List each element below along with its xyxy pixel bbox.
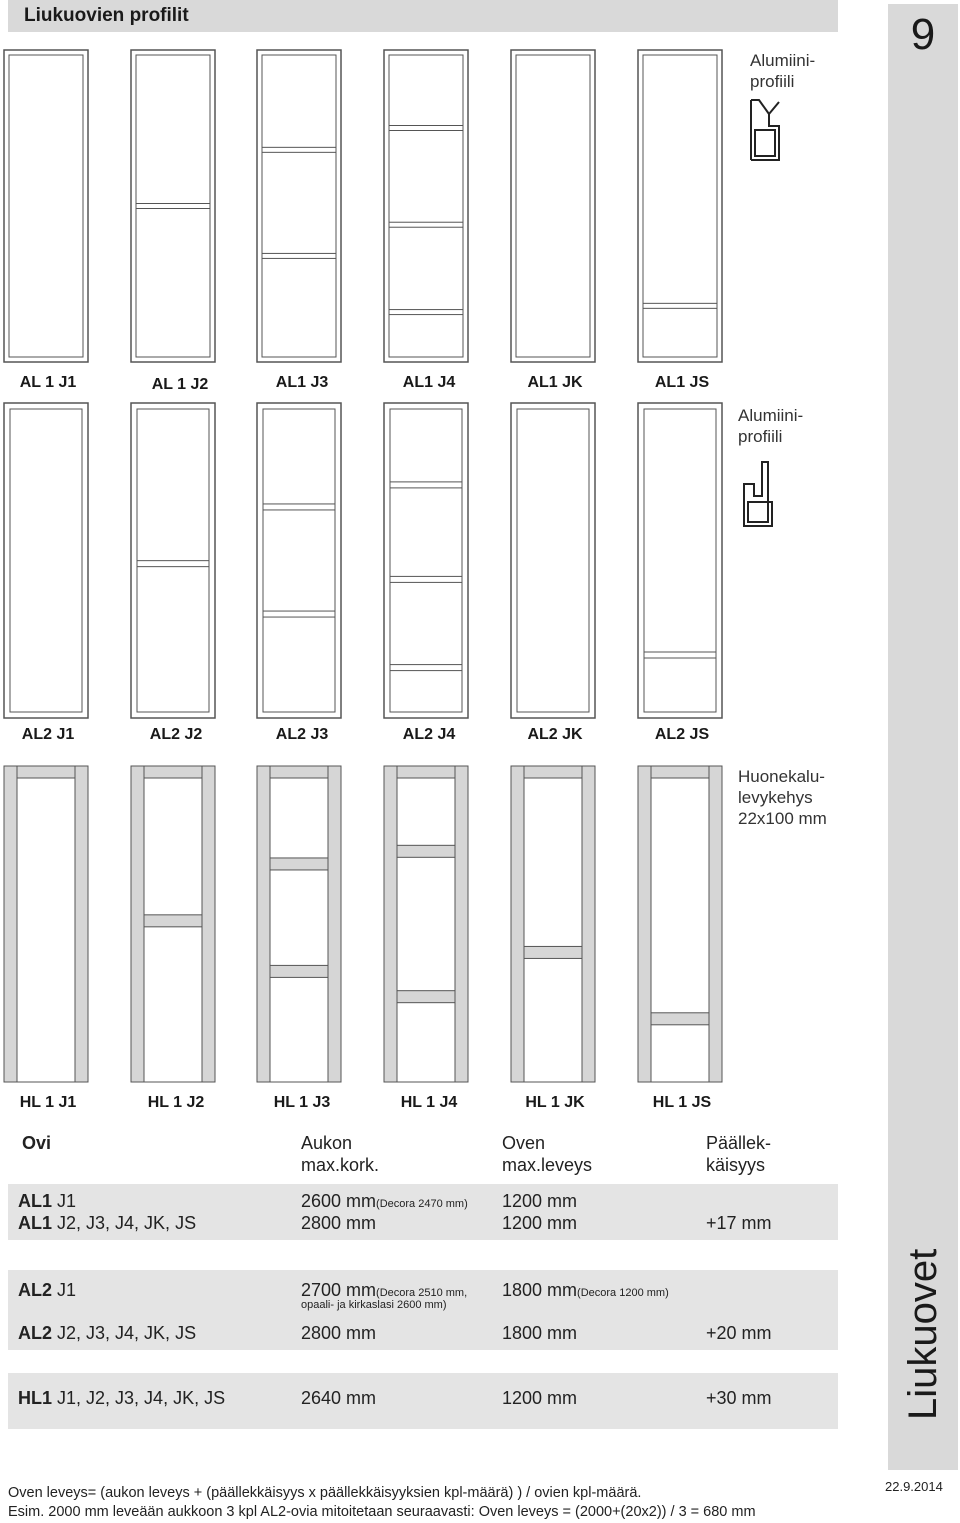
table-row: AL1 J2, J3, J4, JK, JS [18,1213,197,1233]
door-rail [17,766,75,778]
door-divider [390,482,462,488]
door-panel [270,778,328,1082]
table-header-oven: Oven max.leveys [502,1133,593,1175]
door-stile [709,766,722,1082]
door-frame [511,403,595,718]
table-cell-aukon: 2700 mm(Decora 2510 mm, [301,1280,468,1300]
door-rail [397,991,455,1003]
door-label: AL2 J3 [275,726,329,743]
door-stile [202,766,215,1082]
footer-formula: Oven leveys= (aukon leveys + (päällekkäisyys x päällekkäisyyksien kpl-määrä) ) / ovien kpl-määrä. [8,1485,642,1501]
door-stile [328,766,341,1082]
table-cell-paallek: +20 mm [706,1323,772,1343]
door-stile [75,766,88,1082]
door-label: AL2 J4 [402,726,456,743]
aluminium-profile-2-icon [740,458,776,528]
door-label: AL 1 J2 [151,376,209,393]
table-cell-oven: 1200 mm [502,1191,578,1211]
door-panel [144,778,202,1082]
door-frame [638,50,722,362]
table-cell-paallek: +17 mm [706,1213,772,1233]
door-frame [4,50,88,362]
door-divider [390,576,462,582]
door-stile [4,766,17,1082]
door-label: HL 1 J1 [19,1094,77,1111]
door-panel [17,778,75,1082]
profile-note-row2: Alumiini- profiili [738,406,804,446]
door-label: AL2 J1 [21,726,75,743]
table-cell-aukon: 2640 mm [301,1388,377,1408]
door-stile [582,766,595,1082]
door-frame [638,403,722,718]
door-stile [638,766,651,1082]
door-panel [524,778,582,1082]
door-frame [384,50,468,362]
door-divider [263,504,335,510]
door-divider [644,652,716,658]
door-stile [131,766,144,1082]
door-label: AL1 JK [527,374,583,391]
door-divider [263,611,335,617]
door-divider [389,222,463,227]
table-cell-aukon: 2800 mm [301,1213,377,1233]
footer-date: 22.9.2014 [885,1479,943,1494]
door-label: AL2 JK [527,726,583,743]
door-label: HL 1 J4 [400,1094,458,1111]
door-frame [511,50,595,362]
door-divider [136,204,210,209]
door-divider [262,147,336,152]
table-row: AL2 J1 [18,1280,77,1300]
door-stile [384,766,397,1082]
door-rail [270,858,328,870]
door-divider [262,253,336,258]
footer-example: Esim. 2000 mm leveään aukkoon 3 kpl AL2-ovia mitoitetaan seuraavasti: Oven leveys = (2000+(20x2)) / 3 = 680 mm [8,1504,756,1520]
table-header-paallek: Päällek- käisyys [706,1133,772,1175]
door-label: AL2 J2 [149,726,203,743]
door-stile [511,766,524,1082]
door-frame [257,50,341,362]
table-cell-oven: 1200 mm [502,1388,578,1408]
door-rail [651,766,709,778]
door-frame [257,403,341,718]
door-label: AL 1 J1 [19,374,77,391]
table-header-ovi: Ovi [22,1133,52,1153]
door-divider [389,310,463,315]
door-divider [389,126,463,131]
door-divider [390,665,462,671]
table-cell-oven: 1800 mm [502,1323,578,1343]
table-cell-aukon: 2600 mm(Decora 2470 mm) [301,1191,468,1211]
door-label: HL 1 JS [652,1094,712,1111]
table-row: HL1 J1, J2, J3, J4, JK, JS [18,1388,226,1408]
page-title: Liukuovien profilit [24,5,189,26]
table-cell-oven: 1800 mm(Decora 1200 mm) [502,1280,669,1300]
door-label: AL2 JS [654,726,710,743]
door-label: HL 1 J2 [147,1094,205,1111]
side-section-label: Liukuovet [901,1248,945,1420]
door-label: HL 1 J3 [273,1094,331,1111]
door-panel [651,778,709,1082]
door-rail [144,766,202,778]
table-header-aukon: Aukon max.kork. [301,1133,380,1175]
door-label: AL1 JS [654,374,710,391]
door-rail [524,946,582,958]
door-rail [144,915,202,927]
aluminium-profile-1-icon [745,96,785,162]
door-label: HL 1 JK [525,1094,585,1111]
door-rail [397,766,455,778]
door-label: AL1 J4 [402,374,456,391]
door-rail [651,1013,709,1025]
door-panel [397,778,455,1082]
door-rail [524,766,582,778]
door-rail [270,766,328,778]
door-frame [4,403,88,718]
door-rail [270,965,328,977]
door-divider [643,303,717,308]
table-cell-oven: 1200 mm [502,1213,578,1233]
door-stile [455,766,468,1082]
door-stile [257,766,270,1082]
door-rail [397,845,455,857]
page-number: 9 [910,10,936,59]
profile-note-row3: Huonekalu- levykehys 22x100 mm [738,767,827,828]
profile-note-row1: Alumiini- profiili [750,51,816,91]
door-label: AL1 J3 [275,374,329,391]
table-row: AL1 J1 [18,1191,77,1211]
door-divider [137,561,209,567]
table-cell-aukon-note: opaali- ja kirkaslasi 2600 mm) [301,1299,447,1311]
table-cell-paallek: +30 mm [706,1388,772,1408]
table-cell-aukon: 2800 mm [301,1323,377,1343]
table-row: AL2 J2, J3, J4, JK, JS [18,1323,197,1343]
